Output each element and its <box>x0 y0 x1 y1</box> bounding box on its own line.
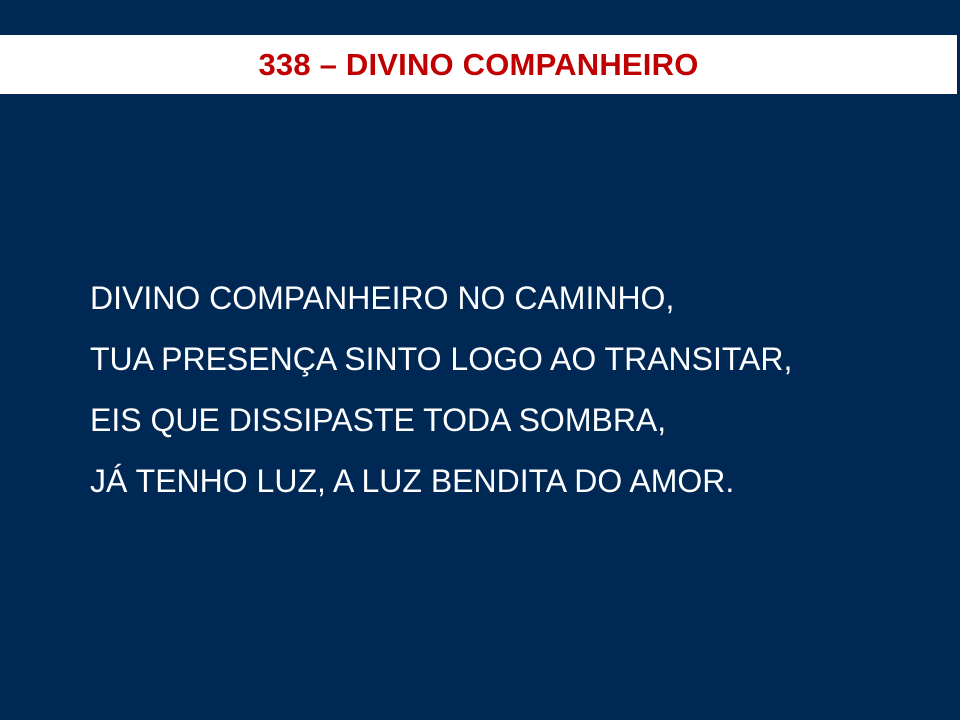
lyric-line-4: JÁ TENHO LUZ, A LUZ BENDITA DO AMOR. <box>90 463 735 499</box>
lyric-line-1: DIVINO COMPANHEIRO NO CAMINHO, <box>90 280 675 316</box>
lyric-line-2: TUA PRESENÇA SINTO LOGO AO TRANSITAR, <box>90 341 793 377</box>
hymn-title: 338 – DIVINO COMPANHEIRO <box>258 46 699 82</box>
lyric-line-3: EIS QUE DISSIPASTE TODA SOMBRA, <box>90 402 667 438</box>
lyrics-block <box>90 282 950 526</box>
title-bar <box>0 35 957 94</box>
